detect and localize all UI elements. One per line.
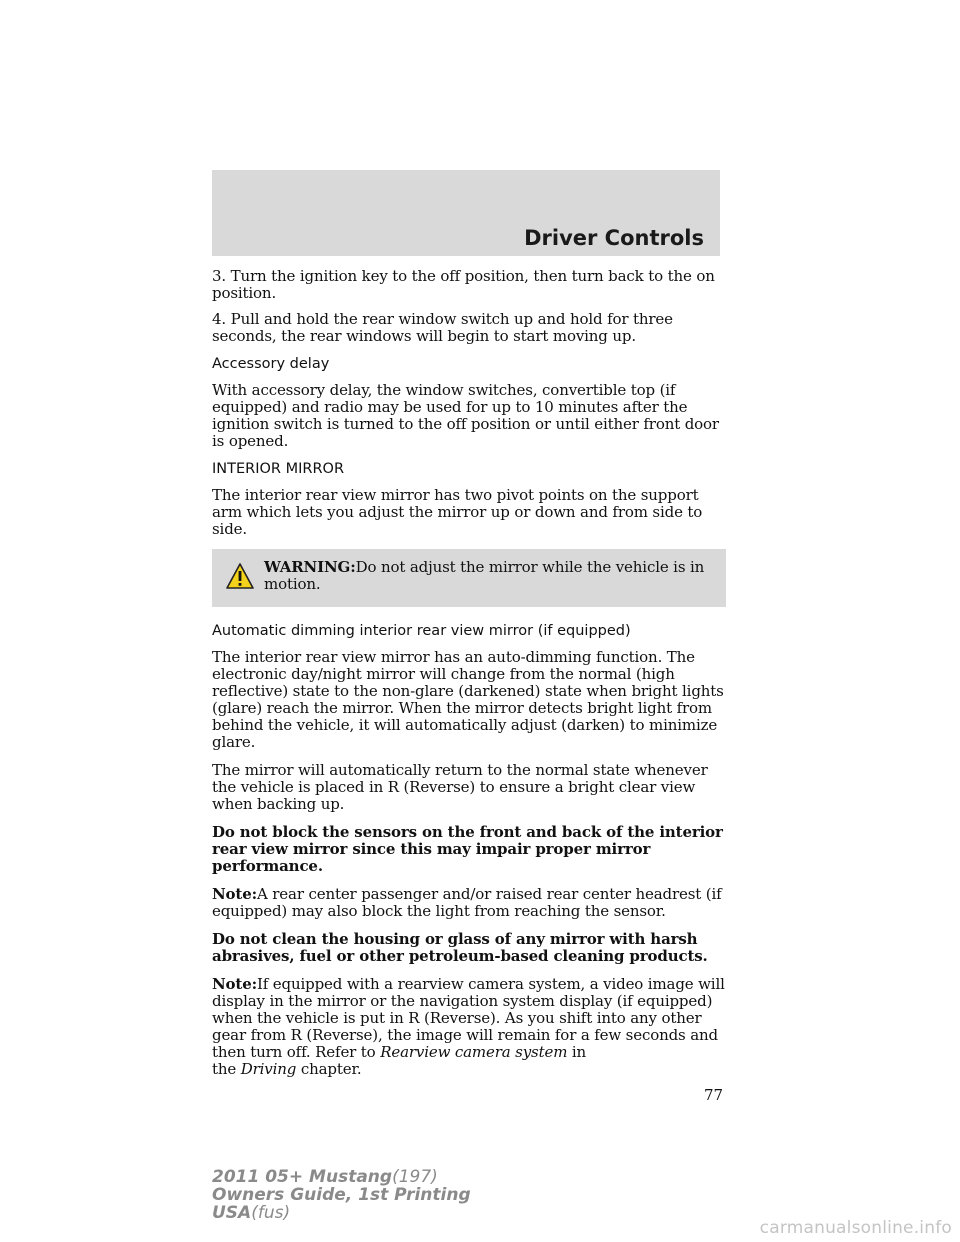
auto-dimming-para-1: The interior rear view mirror has an auto-dimming function. The electronic day/night mirror will change from the normal (high reflective) state to the non-glare (darkened) state when bright lights (glare) reach the mirror. When the mirror detects bright light from behind the vehicle, it will automatically adjust (darken) to minimize glare. xyxy=(212,648,724,751)
interior-mirror-heading: INTERIOR MIRROR xyxy=(212,461,345,477)
rearview-camera-reference: Rearview camera system xyxy=(380,1043,568,1061)
section-header-band xyxy=(212,170,720,256)
footer-line-2: Owners Guide, 1st Printing xyxy=(212,1185,471,1205)
footer-code: (197) xyxy=(392,1167,438,1187)
watermark: carmanualsonline.info xyxy=(759,1218,952,1238)
step-4: 4. Pull and hold the rear window switch up and hold for three seconds, the rear windows will begin to start moving up. xyxy=(212,310,673,345)
sensor-caution: Do not block the sensors on the front and back of the interior rear view mirror since this may impair proper mirror performance. xyxy=(212,823,723,875)
footer xyxy=(212,1168,471,1222)
note-text-mid: in the xyxy=(212,1043,587,1078)
page-number: 77 xyxy=(704,1086,724,1104)
warning-box xyxy=(212,549,726,607)
interior-mirror-body: The interior rear view mirror has two pivot points on the support arm which lets you adjust the mirror up or down and from side to side. xyxy=(212,486,703,538)
page-content xyxy=(212,268,726,1089)
footer-line-1 xyxy=(212,1168,471,1186)
footer-market: USA xyxy=(212,1203,252,1223)
footer-model: 2011 05+ Mustang xyxy=(212,1167,393,1187)
note-camera xyxy=(212,976,726,1078)
auto-dimming-para-2: The mirror will automatically return to the normal state whenever the vehicle is placed in R (Reverse) to ensure a bright clear view when backing up. xyxy=(212,761,708,813)
note-label: Note: xyxy=(212,975,257,993)
warning-triangle-icon xyxy=(226,563,254,589)
footer-market-code: (fus) xyxy=(251,1203,291,1223)
footer-line-3 xyxy=(212,1204,471,1222)
section-title: Driver Controls xyxy=(524,226,704,250)
driving-chapter-reference: Driving xyxy=(240,1060,297,1078)
note-text-end: chapter. xyxy=(300,1060,362,1078)
note-text: A rear center passenger and/or raised rear center headrest (if equipped) may also block the light from reaching the sensor. xyxy=(212,885,722,920)
accessory-delay-heading: Accessory delay xyxy=(212,356,330,372)
accessory-delay-body: With accessory delay, the window switches, convertible top (if equipped) and radio may be used for up to 10 minutes after the ignition switch is turned to the off position or until either front door is opened. xyxy=(212,381,719,450)
note-headrest xyxy=(212,886,726,920)
step-3: 3. Turn the ignition key to the off position, then turn back to the on position. xyxy=(212,267,715,302)
warning-text: Do not adjust the mirror while the vehicle is in motion. xyxy=(264,558,705,593)
cleaning-caution: Do not clean the housing or glass of any mirror with harsh abrasives, fuel or other petroleum-based cleaning products. xyxy=(212,930,708,965)
warning-label: WARNING: xyxy=(264,558,356,576)
note-text: If equipped with a rearview camera system, a video image will display in the mirror or the navigation system display (if equipped) when the vehicle is put in R (Reverse). As you shift into any other gear from R (Reverse), the image will remain for a few seconds and then turn off. Refer to xyxy=(212,975,725,1061)
note-label: Note: xyxy=(212,885,257,903)
auto-dimming-heading: Automatic dimming interior rear view mirror (if equipped) xyxy=(212,623,631,639)
